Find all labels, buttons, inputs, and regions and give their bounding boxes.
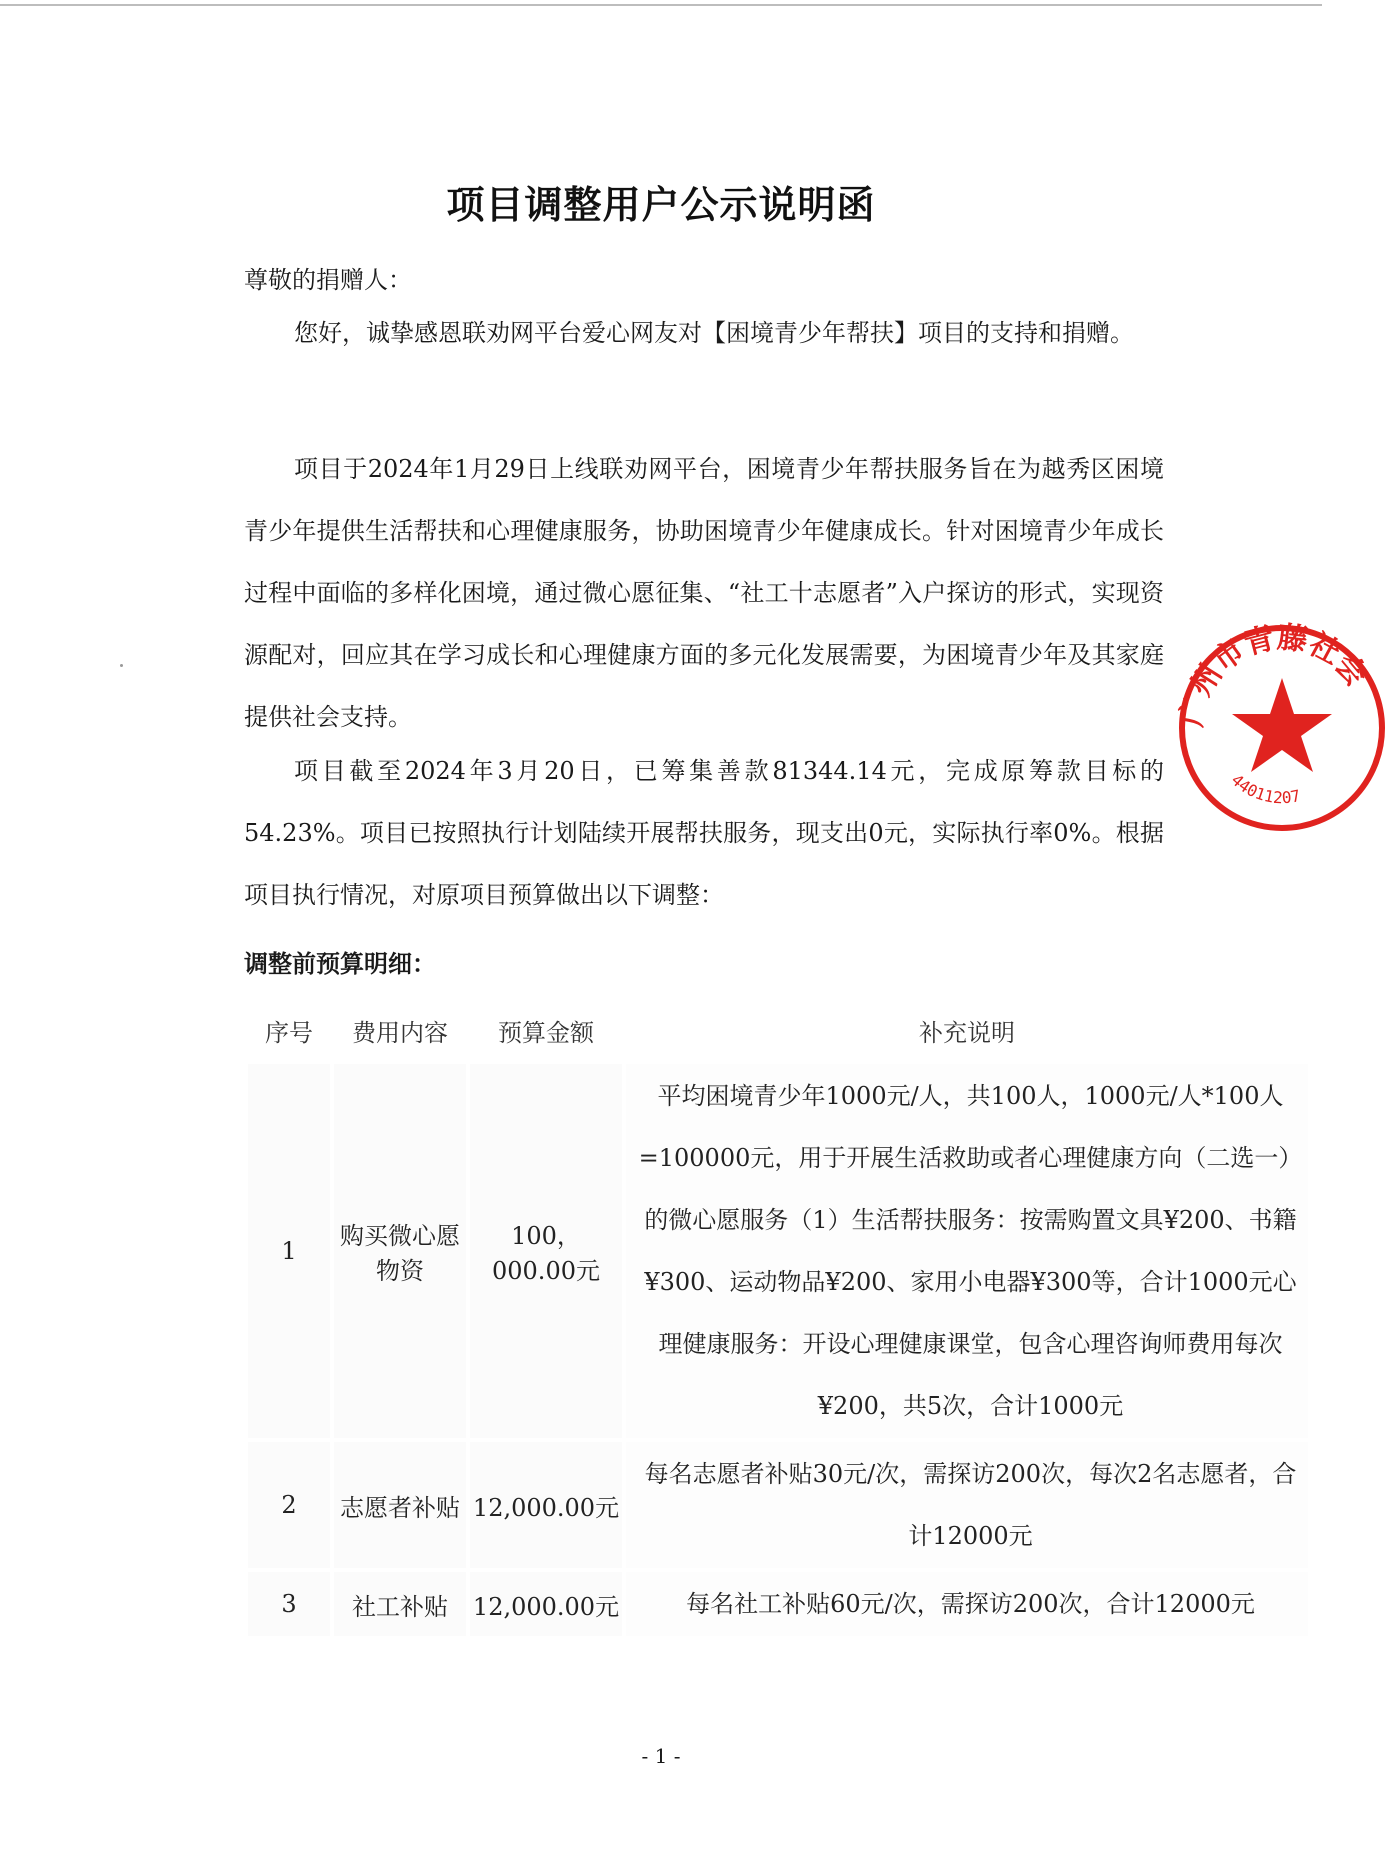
seal-text: 广州市青藤社会 [1174, 619, 1374, 730]
table-header-row [248, 1000, 1308, 1060]
scan-speck [120, 664, 123, 667]
row-index: 3 [248, 1572, 330, 1636]
row-item: 志愿者补贴 [334, 1442, 466, 1568]
seal-star-icon [1232, 678, 1332, 772]
row-note: 每名志愿者补贴30元/次，需探访200次，每次2名志愿者，合计12000元 [626, 1442, 1308, 1568]
header-amount: 预算金额 [498, 1018, 594, 1047]
row-index: 1 [248, 1064, 330, 1438]
header-item: 费用内容 [352, 1018, 448, 1047]
row-amount: 12,000.00元 [470, 1442, 622, 1568]
row-item: 购买微心愿物资 [334, 1064, 466, 1438]
row-index: 2 [248, 1442, 330, 1568]
section-heading: 调整前预算明细： [244, 950, 436, 978]
budget-table [244, 996, 1312, 1640]
row-note: 平均困境青少年1000元/人，共100人，1000元/人*100人=100000元，用于开展生活救助或者心理健康方向（二选一）的微心愿服务（1）生活帮扶服务：按需购置文具¥200、书籍¥300、运动物品¥200、家用小电器¥300等，合计1000元心理健康服务：开设心理健康课堂，包含心理咨询师费用每次¥200，共5次，合计1000元 [626, 1064, 1308, 1438]
table-row [248, 1442, 1308, 1568]
table-row [248, 1572, 1308, 1636]
page-number: - 1 - [641, 1744, 681, 1768]
row-item: 社工补贴 [334, 1572, 466, 1636]
seal-code: 44011207 [1227, 770, 1303, 808]
paragraph-greeting: 您好，诚挚感恩联劝网平台爱心网友对【困境青少年帮扶】项目的支持和捐赠。 [294, 319, 1134, 347]
document-title: 项目调整用户公示说明函 [446, 183, 876, 227]
header-index: 序号 [265, 1018, 313, 1047]
paragraph-fundraising-status: 项目截至2024年3月20日，已筹集善款81344.14元，完成原筹款目标的54.23%。项目已按照执行计划陆续开展帮扶服务，现支出0元，实际执行率0%。根据项目执行情况，对原项目预算做出以下调整： [244, 757, 1164, 909]
table-row [248, 1064, 1308, 1438]
official-seal-stamp [1172, 618, 1392, 838]
salutation: 尊敬的捐赠人： [244, 266, 412, 294]
row-amount: 100，000.00元 [470, 1064, 622, 1438]
row-note: 每名社工补贴60元/次，需探访200次，合计12000元 [626, 1572, 1308, 1636]
paragraph-project-intro: 项目于2024年1月29日上线联劝网平台，困境青少年帮扶服务旨在为越秀区困境青少年提供生活帮扶和心理健康服务，协助困境青少年健康成长。针对困境青少年成长过程中面临的多样化困境，通过微心愿征集、“社工十志愿者”入户探访的形式，实现资源配对，回应其在学习成长和心理健康方面的多元化发展需要，为困境青少年及其家庭提供社会支持。 [244, 455, 1164, 731]
row-amount: 12,000.00元 [470, 1572, 622, 1636]
header-note: 补充说明 [919, 1018, 1015, 1047]
scan-edge-line [0, 4, 1322, 6]
